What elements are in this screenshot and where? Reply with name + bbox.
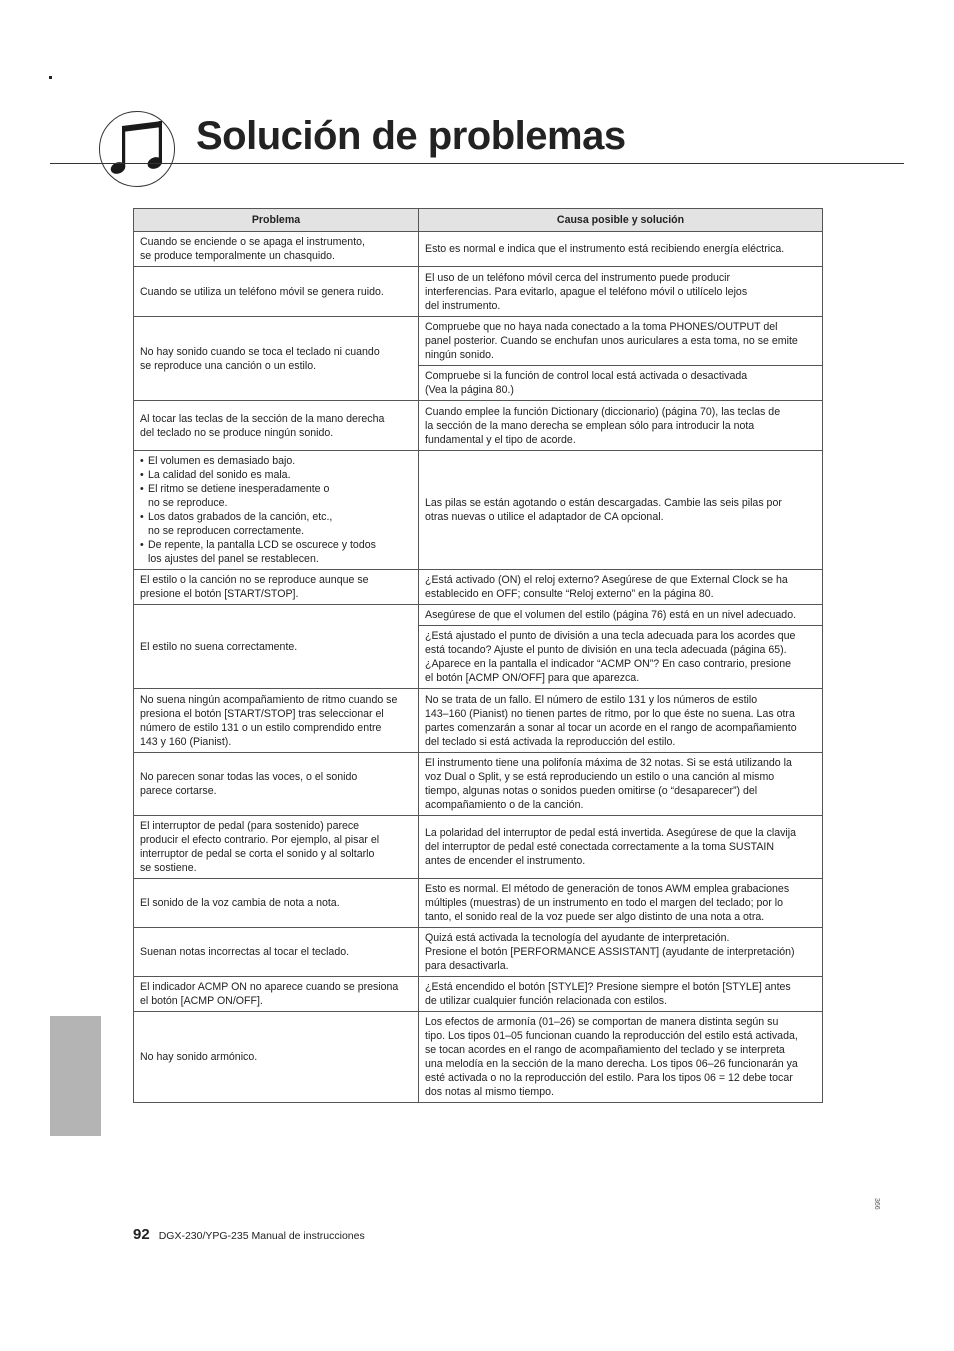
table-row: [134, 977, 823, 1012]
solution-cell: Las pilas se están agotando o están descargadas. Cambie las seis pilas por otras nuevas o utilice el adaptador de CA opcional.: [419, 451, 823, 570]
solution-cell: Esto es normal. El método de generación de tonos AWM emplea grabaciones múltiples (muestras) de un instrumento en todo el margen del teclado; por lo tanto, el sonido real de la voz puede ser algo distinto de una nota a otra.: [419, 879, 823, 928]
table-row: [134, 317, 823, 366]
solution-cell: Compruebe si la función de control local está activada o desactivada (Vea la página 80.): [419, 366, 823, 401]
problem-cell: Al tocar las teclas de la sección de la mano derecha del teclado no se produce ningún sonido.: [134, 401, 419, 451]
problem-cell: No hay sonido armónico.: [134, 1012, 419, 1103]
music-note-icon: [99, 111, 175, 187]
solution-cell: ¿Está activado (ON) el reloj externo? Asegúrese de que External Clock se ha establecido en OFF; consulte “Reloj externo” en la página 80.: [419, 570, 823, 605]
table-row: [134, 928, 823, 977]
column-header-solution: Causa posible y solución: [419, 209, 823, 232]
problem-cell: [134, 451, 419, 570]
problem-list: [140, 454, 412, 566]
problem-cell: No parecen sonar todas las voces, o el sonido parece cortarse.: [134, 753, 419, 816]
solution-cell: Compruebe que no haya nada conectado a la toma PHONES/OUTPUT del panel posterior. Cuando se enchufan unos auriculares a esta toma, no se emite ningún sonido.: [419, 317, 823, 366]
table-row: [134, 816, 823, 879]
table-row: [134, 605, 823, 626]
table-row: [134, 570, 823, 605]
problem-list-item: • El ritmo se detiene inesperadamente o no se reproduce.: [140, 482, 412, 510]
troubleshooting-table: [133, 208, 823, 1103]
solution-cell: ¿Está encendido el botón [STYLE]? Presione siempre el botón [STYLE] antes de utilizar cualquier función relacionada con estilos.: [419, 977, 823, 1012]
table-row: [134, 451, 823, 570]
problem-cell: El estilo no suena correctamente.: [134, 605, 419, 689]
solution-cell: La polaridad del interruptor de pedal está invertida. Asegúrese de que la clavija del interruptor de pedal esté conectada correctamente a la toma SUSTAIN antes de encender el instrumento.: [419, 816, 823, 879]
table-row: [134, 267, 823, 317]
problem-cell: El estilo o la canción no se reproduce aunque se presione el botón [START/STOP].: [134, 570, 419, 605]
solution-cell: Esto es normal e indica que el instrumento está recibiendo energía eléctrica.: [419, 232, 823, 267]
solution-cell: Cuando emplee la función Dictionary (diccionario) (página 70), las teclas de la sección de la mano derecha se emplean sólo para introducir la nota fundamental y el tipo de acorde.: [419, 401, 823, 451]
solution-cell: El instrumento tiene una polifonía máxima de 32 notas. Si se está utilizando la voz Dual o Split, y se está reproduciendo un estilo o una canción al mismo tiempo, algunas notas o sonidos pueden omitirse (o “desaparecer”) del acompañamiento o de la canción.: [419, 753, 823, 816]
problem-list-item: • El volumen es demasiado bajo.: [140, 454, 412, 468]
table-header-row: [134, 209, 823, 232]
corner-mark: [49, 76, 52, 79]
solution-cell: No se trata de un fallo. El número de estilo 131 y los números de estilo 143–160 (Pianist) no tienen partes de ritmo, por lo que éste no suena. Las otra partes comenzarán a sonar al tocar un acorde en el rango de acompañamiento del teclado si está activada la reproducción del estilo.: [419, 689, 823, 753]
table-row: [134, 689, 823, 753]
table-row: [134, 1012, 823, 1103]
problem-list-item: • Los datos grabados de la canción, etc., no se reproducen correctamente.: [140, 510, 412, 538]
solution-cell: Los efectos de armonía (01–26) se comportan de manera distinta según su tipo. Los tipos 01–05 funcionan cuando la reproducción del estilo está activada, se tocan acordes en el rango de acompañamiento del teclado y se interpreta una melodía en la sección de la mano derecha. Los tipos 06–26 funcionarán ya esté activada o no la reproducción del estilo. Para los tipos 06 = 12 debe tocar dos notas al mismo tiempo.: [419, 1012, 823, 1103]
problem-cell: El indicador ACMP ON no aparece cuando se presiona el botón [ACMP ON/OFF].: [134, 977, 419, 1012]
title-divider: [50, 163, 904, 164]
table-row: [134, 401, 823, 451]
table-row: [134, 753, 823, 816]
page-number: 92: [133, 1226, 150, 1243]
solution-cell: Quizá está activada la tecnología del ayudante de interpretación. Presione el botón [PERFORMANCE ASSISTANT] (ayudante de interpretación) para desactivarla.: [419, 928, 823, 977]
solution-cell: El uso de un teléfono móvil cerca del instrumento puede producir interferencias. Para evitarlo, apague el teléfono móvil o utilícelo lejos del instrumento.: [419, 267, 823, 317]
page-title: Solución de problemas: [196, 114, 626, 158]
section-tab: [50, 1016, 101, 1136]
problem-cell: Suenan notas incorrectas al tocar el teclado.: [134, 928, 419, 977]
problem-cell: No hay sonido cuando se toca el teclado ni cuando se reproduce una canción o un estilo.: [134, 317, 419, 401]
solution-cell: ¿Está ajustado el punto de división a una tecla adecuada para los acordes que está tocando? Ajuste el punto de división en una tecla adecuada (página 65). ¿Aparece en la pantalla el indicador “ACMP ON”? En caso contrario, presione el botón [ACMP ON/OFF] para que aparezca.: [419, 626, 823, 689]
column-header-problem: Problema: [134, 209, 419, 232]
problem-list-item: • La calidad del sonido es mala.: [140, 468, 412, 482]
manual-title: DGX-230/YPG-235 Manual de instrucciones: [158, 1230, 365, 1242]
problem-cell: No suena ningún acompañamiento de ritmo cuando se presiona el botón [START/STOP] tras seleccionar el número de estilo 131 o un estilo comprendido entre 143 y 160 (Pianist).: [134, 689, 419, 753]
table-row: [134, 232, 823, 267]
problem-cell: Cuando se enciende o se apaga el instrumento, se produce temporalmente un chasquido.: [134, 232, 419, 267]
problem-list-item: • De repente, la pantalla LCD se oscurece y todos los ajustes del panel se restablecen.: [140, 538, 412, 566]
table-row: [134, 879, 823, 928]
page-footer: [133, 1226, 365, 1243]
problem-cell: Cuando se utiliza un teléfono móvil se genera ruido.: [134, 267, 419, 317]
solution-cell: Asegúrese de que el volumen del estilo (página 76) está en un nivel adecuado.: [419, 605, 823, 626]
problem-cell: El sonido de la voz cambia de nota a nota.: [134, 879, 419, 928]
document-code: 366: [873, 1198, 880, 1210]
problem-cell: El interruptor de pedal (para sostenido) parece producir el efecto contrario. Por ejemplo, al pisar el interruptor de pedal se corta el sonido y al soltarlo se sostiene.: [134, 816, 419, 879]
